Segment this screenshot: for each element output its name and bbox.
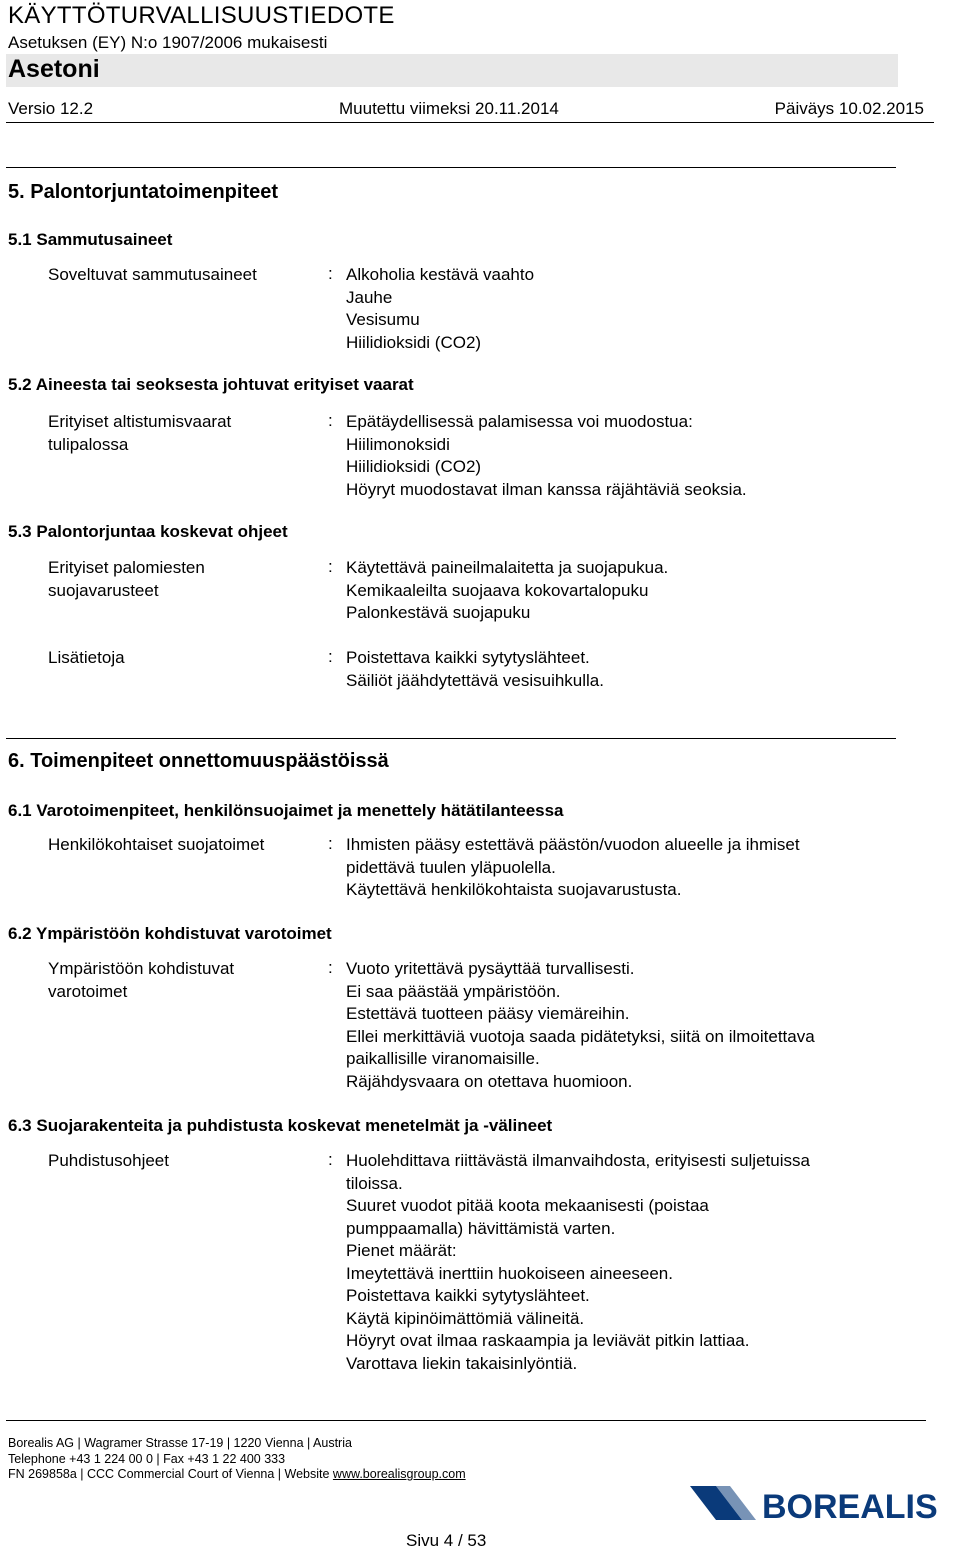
- document-title: KÄYTTÖTURVALLISUUSTIEDOTE: [8, 2, 395, 29]
- cleanup-label: Puhdistusohjeet: [48, 1151, 169, 1170]
- firefighter-equipment-label: [48, 557, 205, 602]
- section-6-2-title: 6.2 Ympäristöön kohdistuvat varotoimet: [8, 924, 332, 943]
- value-line: Suuret vuodot pitää koota mekaanisesti (poistaa: [346, 1196, 709, 1215]
- value-line: Höyryt ovat ilmaa raskaampia ja leviävät pitkin lattiaa.: [346, 1331, 750, 1350]
- footer-phone: Telephone +43 1 224 00 0 | Fax +43 1 22 400 333: [8, 1452, 286, 1466]
- label-line: tulipalossa: [48, 434, 129, 454]
- value-line: Vesisumu: [346, 310, 420, 329]
- label-line: suojavarusteet: [48, 580, 159, 600]
- cleanup-value: [346, 1150, 810, 1375]
- value-line: tiloissa.: [346, 1173, 403, 1193]
- environmental-precautions-label: [48, 958, 234, 1003]
- label-line: varotoimet: [48, 981, 128, 1001]
- colon: :: [328, 1150, 333, 1169]
- value-line: pidettävä tuulen yläpuolella.: [346, 857, 556, 877]
- value-line: Epätäydellisessä palamisessa voi muodostua:: [346, 412, 693, 431]
- label-line: Erityiset palomiesten: [48, 558, 205, 577]
- special-hazards-value: [346, 411, 747, 501]
- value-line: Hiilidioksidi (CO2): [346, 457, 482, 476]
- additional-info-label: Lisätietoja: [48, 648, 125, 667]
- value-line: Säiliöt jäähdytettävä vesisuihkulla.: [346, 670, 604, 690]
- section-5-2-title: 5.2 Aineesta tai seoksesta johtuvat erityiset vaarat: [8, 375, 414, 394]
- product-name: Asetoni: [8, 55, 100, 83]
- product-name-bar: [6, 54, 898, 87]
- value-line: Poistettava kaikki sytytyslähteet.: [346, 648, 590, 667]
- value-line: Varottava liekin takaisinlyöntiä.: [346, 1353, 578, 1373]
- colon: :: [328, 647, 333, 666]
- version-label: Versio 12.2: [8, 99, 94, 118]
- personal-precautions-label: Henkilökohtaiset suojatoimet: [48, 835, 265, 854]
- colon: :: [328, 557, 333, 576]
- value-line: Pienet määrät:: [346, 1241, 457, 1260]
- page-number: Sivu 4 / 53: [406, 1531, 487, 1548]
- value-line: Hiilimonoksidi: [346, 434, 450, 454]
- logo-text: BOREALIS: [762, 1488, 938, 1524]
- value-line: Räjähdysvaara on otettava huomioon.: [346, 1071, 633, 1091]
- value-line: Käytä kipinöimättömiä välineitä.: [346, 1308, 585, 1328]
- value-line: Ellei merkittäviä vuotoja saada pidätetyksi, siitä on ilmoitettava: [346, 1026, 815, 1046]
- personal-precautions-value: [346, 834, 800, 902]
- value-line: Ihmisten pääsy estettävä päästön/vuodon alueelle ja ihmiset: [346, 835, 800, 854]
- firefighter-equipment-value: [346, 557, 668, 625]
- extinguishing-media-value: [346, 264, 534, 354]
- footer-divider: [6, 1420, 926, 1421]
- value-line: pumppaamalla) hävittämistä varten.: [346, 1218, 616, 1238]
- additional-info-value: [346, 647, 604, 692]
- value-line: Hiilidioksidi (CO2): [346, 332, 482, 352]
- colon: :: [328, 411, 333, 430]
- modified-label: Muutettu viimeksi 20.11.2014: [339, 99, 559, 118]
- section-5-1-title: 5.1 Sammutusaineet: [8, 230, 173, 249]
- footer-registration: [8, 1467, 466, 1481]
- value-line: Vuoto yritettävä pysäyttää turvallisesti.: [346, 959, 635, 978]
- value-line: Kemikaaleilta suojaava kokovartalopuku: [346, 580, 649, 600]
- extinguishing-media-label: Soveltuvat sammutusaineet: [48, 265, 257, 284]
- section-6-1-title: 6.1 Varotoimenpiteet, henkilönsuojaimet ja menettely hätätilanteessa: [8, 801, 564, 820]
- section-5-title: 5. Palontorjuntatoimenpiteet: [8, 181, 279, 203]
- footer-address: Borealis AG | Wagramer Strasse 17-19 | 1220 Vienna | Austria: [8, 1436, 352, 1450]
- value-line: Estettävä tuotteen pääsy viemäreihin.: [346, 1004, 630, 1023]
- colon: :: [328, 264, 333, 283]
- value-line: Höyryt muodostavat ilman kanssa räjähtäviä seoksia.: [346, 479, 747, 499]
- header-divider: [6, 122, 934, 123]
- value-line: Poistettava kaikki sytytyslähteet.: [346, 1286, 590, 1305]
- footer-registration-text: FN 269858a | CCC Commercial Court of Vienna | Website: [8, 1467, 333, 1481]
- value-line: Käytettävä henkilökohtaista suojavarustusta.: [346, 880, 682, 899]
- date-label: Päiväys 10.02.2015: [774, 99, 924, 118]
- value-line: Huolehdittava riittävästä ilmanvaihdosta, erityisesti suljetuissa: [346, 1151, 810, 1170]
- section-6-3-title: 6.3 Suojarakenteita ja puhdistusta koskevat menetelmät ja -välineet: [8, 1116, 553, 1135]
- value-line: Jauhe: [346, 287, 393, 307]
- section-5-3-title: 5.3 Palontorjuntaa koskevat ohjeet: [8, 522, 288, 541]
- colon: :: [328, 834, 333, 853]
- special-hazards-label: [48, 411, 231, 456]
- label-line: Erityiset altistumisvaarat: [48, 412, 232, 431]
- section-5-rule: [6, 167, 896, 168]
- value-line: Palonkestävä suojapuku: [346, 603, 531, 622]
- label-line: Ympäristöön kohdistuvat: [48, 959, 235, 978]
- value-line: Alkoholia kestävä vaahto: [346, 265, 535, 284]
- colon: :: [328, 958, 333, 977]
- section-6-rule: [6, 738, 896, 739]
- value-line: paikallisille viranomaisille.: [346, 1049, 540, 1068]
- regulation-line: Asetuksen (EY) N:o 1907/2006 mukaisesti: [8, 33, 328, 52]
- value-line: Imeytettävä inerttiin huokoiseen aineeseen.: [346, 1263, 673, 1283]
- borealis-logo: [690, 1480, 955, 1524]
- website-link[interactable]: www.borealisgroup.com: [332, 1467, 466, 1481]
- value-line: Ei saa päästää ympäristöön.: [346, 981, 561, 1001]
- value-line: Käytettävä paineilmalaitetta ja suojapukua.: [346, 558, 669, 577]
- environmental-precautions-value: [346, 958, 815, 1093]
- section-6-title: 6. Toimenpiteet onnettomuuspäästöissä: [8, 750, 389, 772]
